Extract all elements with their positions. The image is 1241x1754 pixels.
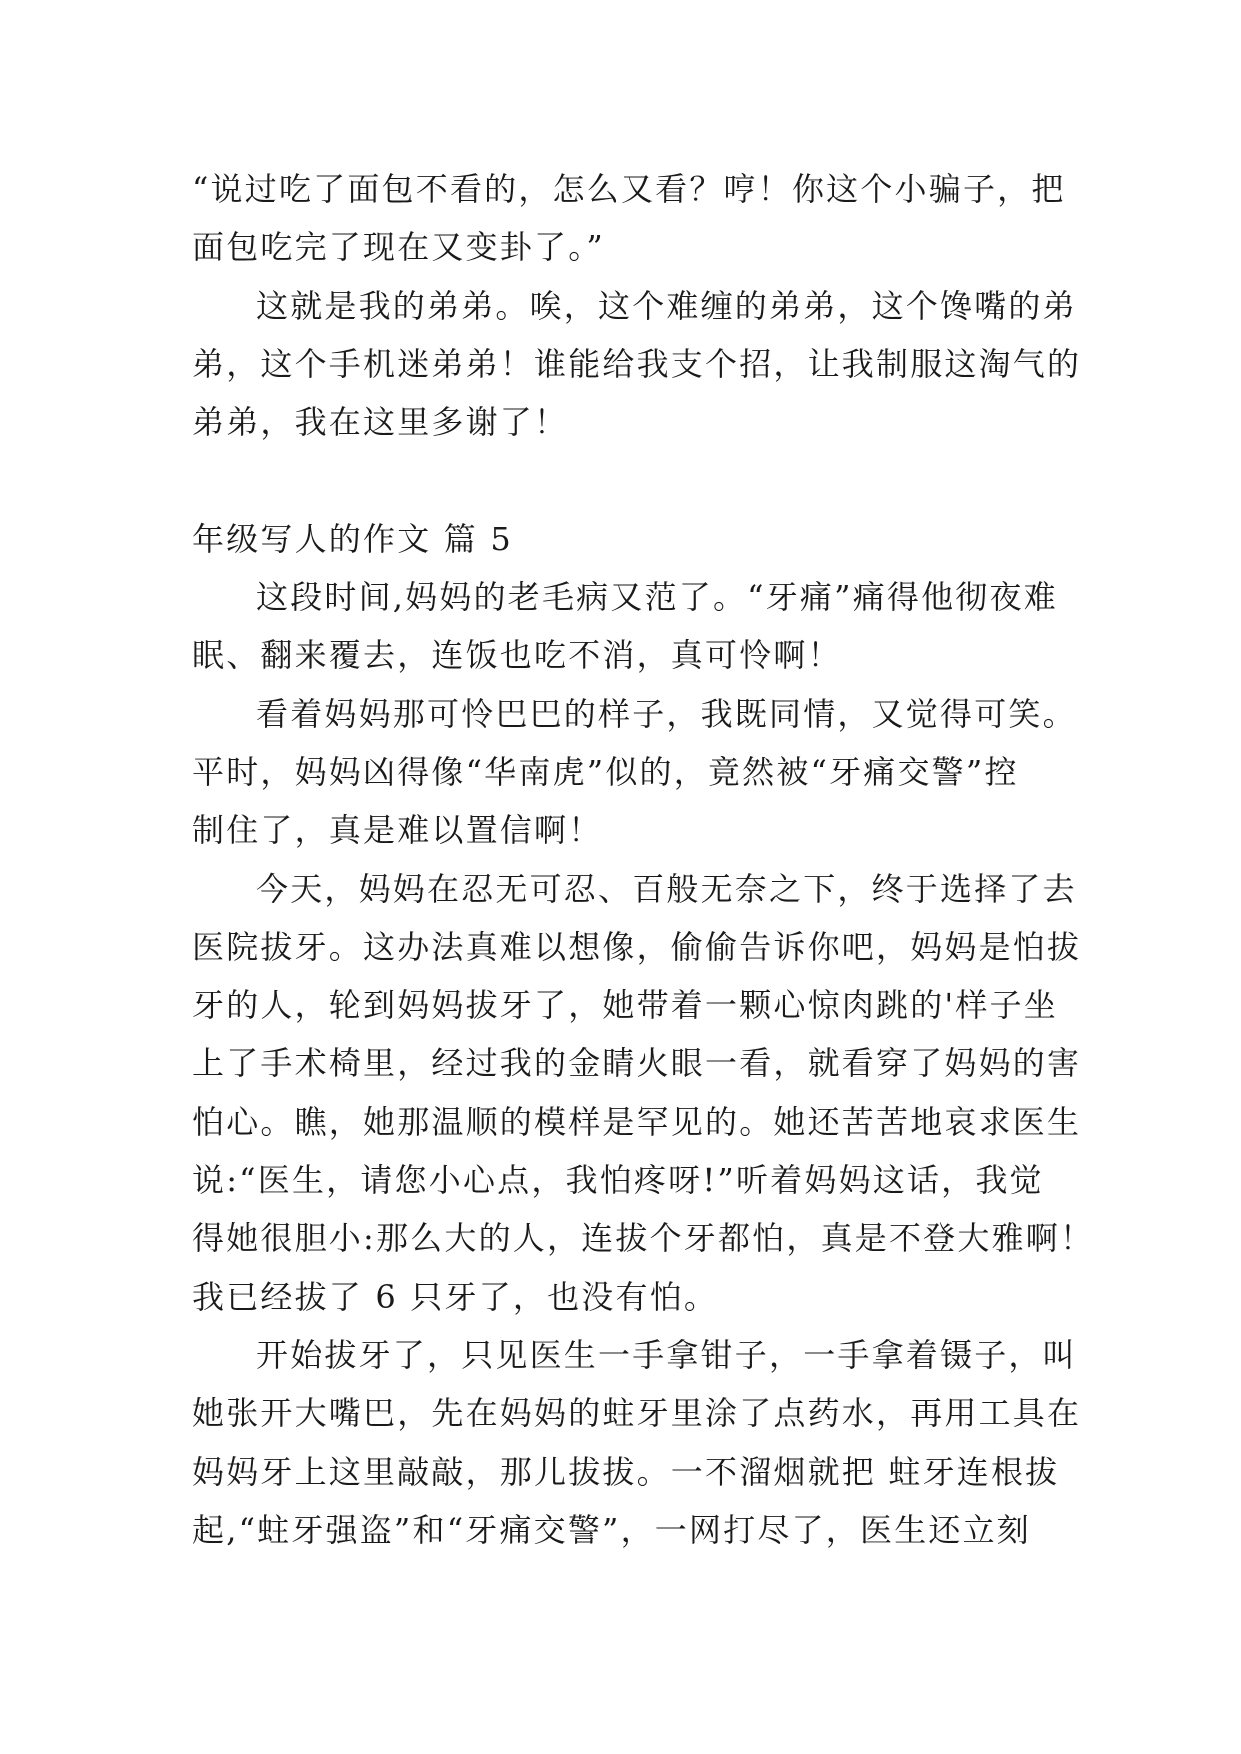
- text-line: 牙的人，轮到妈妈拔牙了，她带着一颗心惊肉跳的'样子坐: [192, 986, 1058, 1025]
- text-line: 怕心。瞧，她那温顺的模样是罕见的。她还苦苦地哀求医生: [192, 1102, 1082, 1141]
- text-line: 说:“医生，请您小心点，我怕疼呀!”听着妈妈这话，我觉: [192, 1161, 1044, 1200]
- text-line: 平时，妈妈凶得像“华南虎”似的，竟然被“牙痛交警”控: [192, 752, 1019, 791]
- paragraph-first-line: 这段时间,妈妈的老毛病又范了。“牙痛”痛得他彻夜难: [256, 578, 1058, 617]
- text-line: “说过吃了面包不看的，怎么又看？哼！你这个小骗子，把: [192, 170, 1066, 208]
- text-line: 弟弟，我在这里多谢了！: [192, 403, 569, 442]
- text-line: 制住了，真是难以置信啊！: [192, 811, 603, 850]
- text-line: 妈妈牙上这里敲敲，那儿拔拔。一不溜烟就把 蛀牙连根拔: [192, 1452, 1060, 1491]
- text-line: 起,“蛀牙强盗”和“牙痛交警”，一网打尽了，医生还立刻: [192, 1510, 1032, 1549]
- document-page: [192, 160, 1095, 1559]
- paragraph-first-line: 开始拔牙了，只见医生一手拿钳子，一手拿着镊子，叫: [256, 1335, 1077, 1374]
- text-line: 眠、翻来覆去，连饭也吃不消，真可怜啊！: [192, 636, 842, 675]
- section-heading: 年级写人的作文 篇 5: [192, 519, 513, 558]
- paragraph-first-line: 今天，妈妈在忍无可忍、百般无奈之下，终于选择了去: [256, 869, 1077, 908]
- paragraph-first-line: 这就是我的弟弟。唉，这个难缠的弟弟，这个馋嘴的弟: [256, 286, 1077, 325]
- paragraph-first-line: 看着妈妈那可怜巴巴的样子，我既同情，又觉得可笑。: [256, 694, 1077, 733]
- blank-line: [192, 451, 1072, 509]
- text-line: 她张开大嘴巴，先在妈妈的蛀牙里涂了点药水，再用工具在: [192, 1394, 1082, 1433]
- text-line: 上了手术椅里，经过我的金睛火眼一看，就看穿了妈妈的害: [192, 1044, 1082, 1083]
- text-line: 弟，这个手机迷弟弟！谁能给我支个招，让我制服这淘气的: [192, 344, 1082, 383]
- text-line: 面包吃完了现在又变卦了。”: [192, 228, 605, 267]
- text-line: 我已经拔了 6 只牙了，也没有怕。: [192, 1277, 719, 1316]
- text-line: 得她很胆小:那么大的人，连拔个牙都怕，真是不登大雅啊！: [192, 1219, 1095, 1258]
- text-line: 医院拔牙。这办法真难以想像，偷偷告诉你吧，妈妈是怕拔: [192, 927, 1082, 966]
